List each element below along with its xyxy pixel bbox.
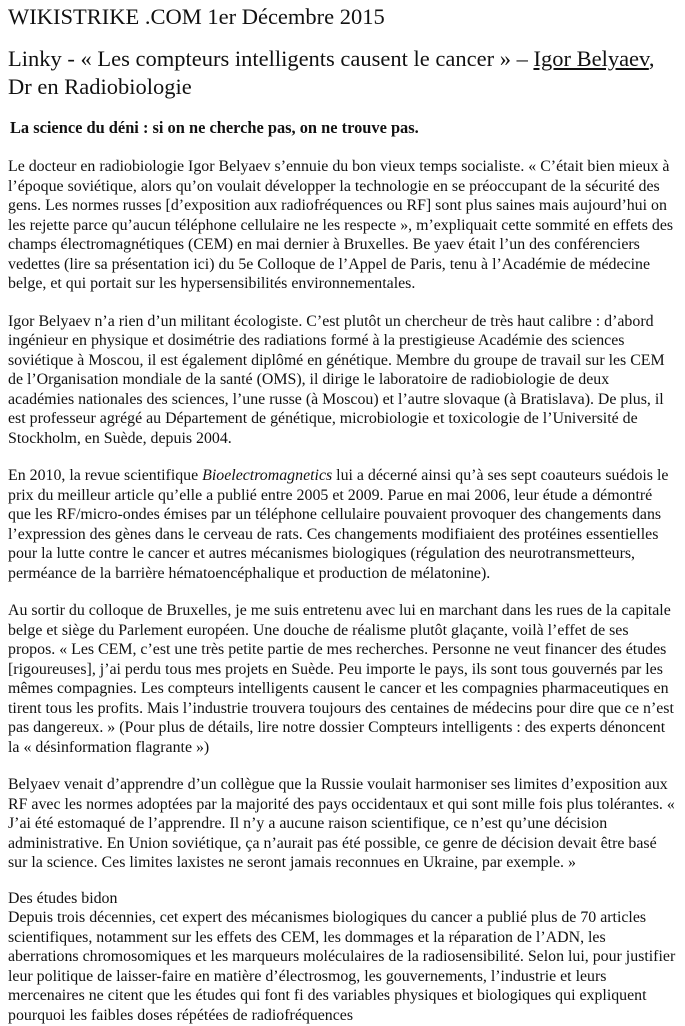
article-title bbox=[8, 45, 677, 101]
title-suffix: , Dr en Radiobiologie bbox=[8, 46, 655, 99]
article-subtitle: La science du déni : si on ne cherche pas, on ne trouve pas. bbox=[10, 118, 419, 137]
paragraph-3-rest: lui a décerné ainsi qu’à ses sept coauteurs suédois le prix du meilleur article qu’elle a publié entre 2005 et 2009. Parue en mai 2006, leur étude a démontré que les RF/micro-ondes émises par un téléphone cellulaire pouvaient provoquer des changements dans l’expression des gènes dans le cerveau de rats. Ces changements modifiaient des protéines essentielles pour la lutte contre le cancer et autres mécanismes biologiques (régulation des neurotransmetteurs, perméance de la barrière hématoencéphalique et production de mélatonine). bbox=[8, 467, 669, 582]
source-date-header: WIKISTRIKE .COM 1er Décembre 2015 bbox=[8, 4, 385, 29]
paragraph-6: Depuis trois décennies, cet expert des mécanismes biologiques du cancer a publié plus de 70 articles scientifiques, notamment sur les effets des CEM, les dommages et la réparation de l’ADN, les aberrations chromosomiques et les marqueurs moléculaires de la radiosensibilité. Selon lui, pour justifier leur politique de laisser-faire en matière d’électrosmog, les gouvernements, l’industrie et leurs mercenaires ne citent que les études qui font fi des variables physiques et biologiques qui expliquent pourquoi les faibles doses répétées de radiofréquences bbox=[8, 909, 676, 1024]
paragraph-3 bbox=[8, 466, 677, 583]
paragraph-2: Igor Belyaev n’a rien d’un militant écologiste. C’est plutôt un chercheur de très haut calibre : d’abord ingénieur en physique et dosimétrie des radiations formé à la prestigieuse Académie des sciences soviétique à Moscou, il est également diplômé en génétique. Membre du groupe de travail sur les CEM de l’Organisation mondiale de la santé (OMS), il dirige le laboratoire de radiobiologie de deux académies nationales des sciences, l’une russe (à Moscou) et l’autre slovaque (à Bratislava). De plus, il est professeur agrégé au Département de génétique, microbiologie et toxicologie de l’Université de Stockholm, en Suède, depuis 2004. bbox=[8, 312, 665, 447]
section-heading: Des études bidon bbox=[8, 889, 118, 907]
title-text: Linky - « Les compteurs intelligents causent le cancer » – bbox=[8, 46, 534, 71]
journal-name: Bioelectromagnetics bbox=[202, 467, 333, 484]
author-link[interactable]: Igor Belyaev bbox=[533, 46, 649, 71]
paragraph-1: Le docteur en radiobiologie Igor Belyaev s’ennuie du bon vieux temps socialiste. « C’était bien mieux à l’époque soviétique, alors qu’on voulait développer la technologie en se préoccupant de la sécurité des gens. Les normes russes [d’exposition aux radiofréquences ou RF] sont plus saines mais aujourd’hui on les rejette parce qu’aucun téléphone cellulaire ne les respecte », m’expliquait cette sommité en effets des champs électromagnétiques (CEM) en mai dernier à Bruxelles. Be yaev était l’un des conférenciers vedettes (lire sa présentation ici) du 5e Colloque de l’Appel de Paris, tenu à l’Académie de médecine belge, et qui portait sur les hypersensibilités environnementales. bbox=[8, 158, 674, 292]
paragraph-4: Au sortir du colloque de Bruxelles, je me suis entretenu avec lui en marchant dans les rues de la capitale belge et siège du Parlement européen. Une douche de réalisme plutôt glaçante, voilà l’effet de ses propos. « Les CEM, c’est une très petite partie de mes recherches. Personne ne veut financer des études [rigoureuses], j’ai perdu tous mes projets en Suède. Peu importe le pays, ils sont tous gouvernés par les mêmes compagnies. Les compteurs intelligents causent le cancer et les compagnies pharmaceutiques en tirent tous les profits. Mais l’industrie trouvera toujours des centaines de médecins pour dire que ce n’est pas dangereux. » (Pour plus de détails, lire notre dossier Compteurs intelligents : des experts dénoncent la « désinformation flagrante ») bbox=[8, 602, 674, 756]
paragraph-5: Belyaev venait d’apprendre d’un collègue que la Russie voulait harmoniser ses limites d’exposition aux RF avec les normes adoptées par la majorité des pays occidentaux et qui sont mille fois plus tolérantes. « J’ai été estomaqué de l’apprendre. Il n’y a aucune raison scientifique, ce n’est qu’une décision administrative. En Union soviétique, ça n’aurait pas été possible, ce genre de décision devait être basé sur la science. Ces limites laxistes ne seront jamais reconnues en Ukraine, par exemple. » bbox=[8, 776, 675, 871]
paragraph-3-start: En 2010, la revue scientifique bbox=[8, 467, 203, 484]
